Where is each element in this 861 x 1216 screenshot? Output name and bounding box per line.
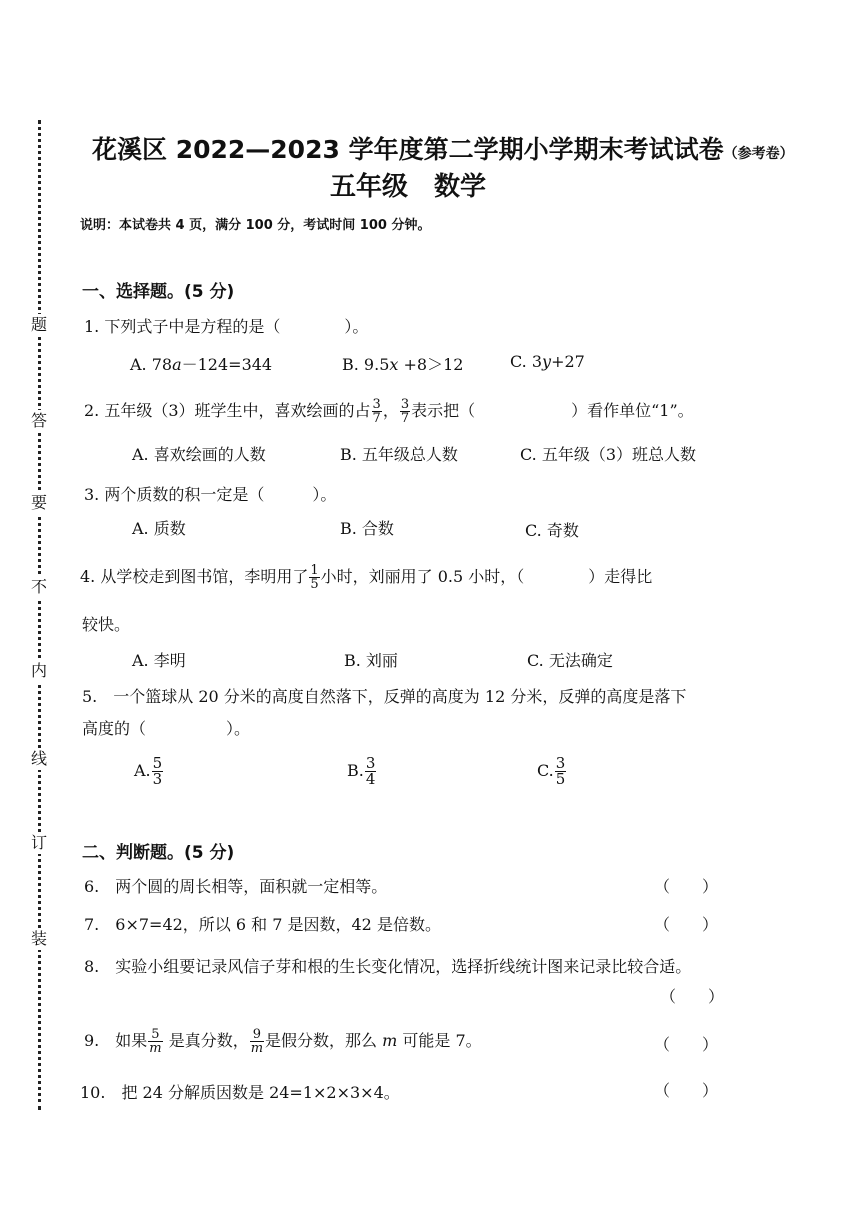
option-label: C. — [537, 761, 554, 780]
q8-answer-paren: （ ） — [660, 987, 725, 1006]
frac-denominator: 5 — [555, 770, 566, 788]
question-9 — [84, 1028, 482, 1055]
q3-option-a: A. 质数 — [132, 519, 186, 538]
q2-option-b: B. 五年级总人数 — [340, 445, 458, 464]
q2-option-a: A. 喜欢绘画的人数 — [132, 445, 266, 464]
question-5: 5. 一个篮球从 20 分米的高度自然落下，反弹的高度为 12 分米，反弹的高度是落下 — [82, 687, 687, 706]
question-6: 6. 两个圆的周长相等，面积就一定相等。 — [84, 877, 388, 896]
q5-c-fraction — [555, 756, 567, 787]
question-7: 7. 6×7=42，所以 6 和 7 是因数，42 是倍数。 — [84, 915, 441, 934]
frac-denominator: m — [250, 1041, 264, 1056]
frac-denominator: 7 — [400, 411, 410, 426]
q2-text-pre: 2. 五年级（3）班学生中，喜欢绘画的占 — [84, 401, 371, 420]
frac-numerator: 5 — [152, 754, 163, 772]
option-label: A. — [134, 761, 151, 780]
frac-numerator: 3 — [400, 397, 410, 412]
q4-option-a: A. 李明 — [132, 651, 186, 670]
q3-option-c: C. 奇数 — [525, 521, 579, 540]
question-1: 1. 下列式子中是方程的是（ ）。 — [84, 317, 369, 336]
q3-option-b: B. 合数 — [340, 519, 394, 538]
sidebar-char-zhuang: 装 — [28, 928, 50, 950]
frac-numerator: 5 — [148, 1028, 162, 1042]
frac-numerator: 3 — [372, 397, 381, 412]
question-3: 3. 两个质数的积一定是（ ）。 — [84, 485, 337, 504]
question-10: 10. 把 24 分解质因数是 24=1×2×3×4。 — [80, 1083, 400, 1102]
sidebar-char-bu: 不 — [28, 576, 50, 598]
q2-option-c: C. 五年级（3）班总人数 — [520, 445, 697, 464]
frac-denominator: 4 — [365, 770, 376, 788]
q5-option-b — [347, 756, 377, 787]
q9-text-end: 可能是 7。 — [397, 1031, 482, 1050]
q2-fraction — [372, 398, 382, 425]
q9-text-mid: 是真分数， — [163, 1031, 249, 1050]
sidebar-char-da: 答 — [28, 410, 50, 432]
question-4 — [80, 564, 652, 591]
option-label: B. — [347, 761, 364, 780]
question-8: 8. 实验小组要记录风信子芽和根的生长变化情况，选择折线统计图来记录比较合适。 — [84, 957, 692, 976]
exam-subtitle: 五年级 数学 — [330, 172, 487, 202]
frac-numerator: 3 — [365, 754, 376, 772]
q2-fraction-2 — [400, 398, 410, 425]
binding-dotted-line — [38, 120, 41, 1110]
frac-numerator: 3 — [555, 754, 566, 772]
exam-title-note: （参考卷） — [723, 146, 794, 162]
sidebar-char-yao: 要 — [28, 492, 50, 514]
exam-title: 花溪区 2022—2023 学年度第二学期小学期末考试试卷 — [92, 135, 724, 164]
q5-option-c — [537, 756, 567, 787]
sidebar-char-xian: 线 — [28, 748, 50, 770]
q9-answer-paren: （ ） — [654, 1035, 719, 1054]
q10-answer-paren: （ ） — [654, 1081, 719, 1100]
q5-a-fraction — [152, 756, 164, 787]
frac-denominator: m — [149, 1041, 162, 1056]
sidebar-char-nei: 内 — [28, 660, 50, 682]
q1-option-b: B. 9.5𝑥 +8＞12 — [342, 355, 464, 374]
question-5-line2: 高度的（ ）。 — [82, 719, 251, 738]
q9-text-pre: 9. 如果 — [84, 1031, 148, 1050]
q9-fraction-2 — [250, 1028, 264, 1055]
q9-text-post: 是假分数，那么 — [265, 1031, 383, 1050]
question-2 — [84, 398, 694, 425]
q4-option-b: B. 刘丽 — [344, 651, 398, 670]
exam-instructions: 说明：本试卷共 4 页，满分 100 分，考试时间 100 分钟。 — [80, 218, 431, 233]
q9-variable: m — [382, 1031, 398, 1050]
sidebar-char-ding: 订 — [28, 832, 50, 854]
q2-text-mid: ， — [382, 401, 399, 420]
q1-option-c: C. 3𝑦+27 — [510, 352, 585, 371]
q4-text-pre: 4. 从学校走到图书馆，李明用了 — [80, 567, 309, 586]
q7-answer-paren: （ ） — [654, 915, 719, 934]
frac-numerator: 1 — [310, 563, 319, 578]
question-4-line2: 较快。 — [82, 615, 131, 634]
q9-fraction-1 — [148, 1028, 162, 1055]
section-choice-title: 一、选择题。(5 分) — [82, 282, 235, 302]
q5-option-a — [134, 756, 164, 787]
frac-denominator: 3 — [152, 770, 163, 788]
frac-numerator: 9 — [250, 1028, 264, 1042]
q4-option-c: C. 无法确定 — [527, 651, 613, 670]
exam-title-row — [92, 130, 794, 166]
section-judge-title: 二、判断题。(5 分) — [82, 843, 235, 863]
q4-fraction — [309, 564, 319, 591]
sidebar-char-ti: 题 — [28, 314, 50, 336]
frac-denominator: 7 — [372, 411, 381, 426]
q6-answer-paren: （ ） — [654, 877, 719, 896]
q4-text-post: 小时，刘丽用了 0.5 小时，（ ）走得比 — [320, 567, 653, 586]
q2-text-post: 表示把（ ）看作单位“1”。 — [411, 401, 694, 420]
frac-denominator: 5 — [310, 577, 319, 592]
q5-b-fraction — [365, 756, 377, 787]
q1-option-a: A. 78𝑎－124=344 — [130, 355, 273, 374]
